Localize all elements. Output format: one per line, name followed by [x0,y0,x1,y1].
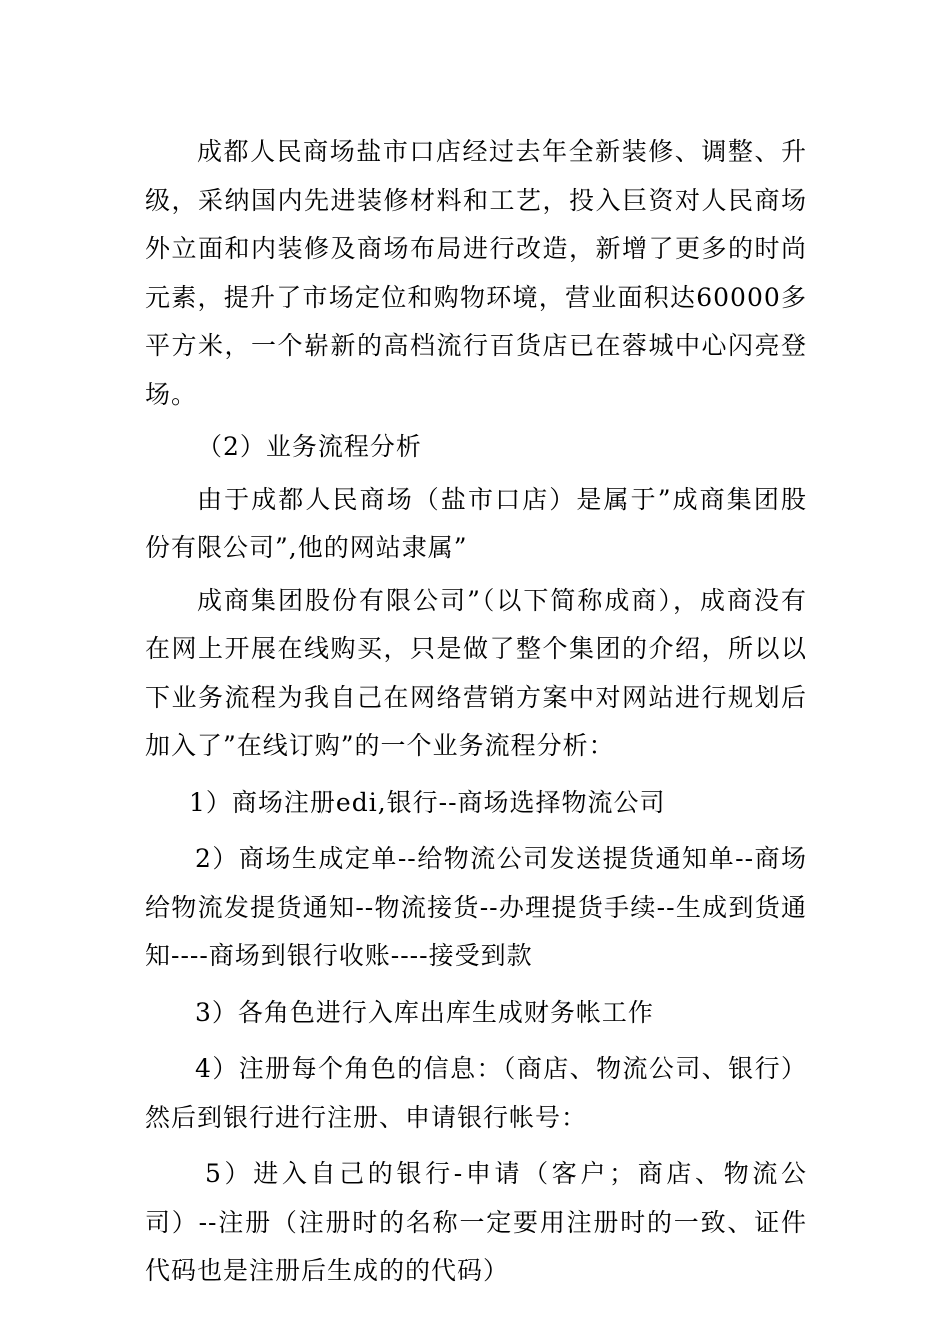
paragraph-online-order: 成商集团股份有限公司”（以下简称成商），成商没有在网上开展在线购买，只是做了整个集团的介绍，所以以下业务流程为我自己在网络营销方案中对网站进行规划后加入了”在线订购”的一个业务流程分析： [145,585,807,760]
section-heading-process: （2）业务流程分析 [197,432,422,461]
body-text [145,128,807,1296]
paragraph-affiliation: 由于成都人民商场（盐市口店）是属于”成商集团股份有限公司”,他的网站隶属” [145,484,807,562]
list-item-step-4: 4）注册每个角色的信息：（商店、物流公司、银行）然后到银行进行注册、申请银行帐号： [145,1054,807,1132]
list-item-step-1: 1）商场注册edi,银行--商场选择物流公司 [189,787,666,817]
paragraph-store-intro: 成都人民商场盐市口店经过去年全新装修、调整、升级，采纳国内先进装修材料和工艺，投入巨资对人民商场外立面和内装修及商场布局进行改造，新增了更多的时尚元素，提升了市场定位和购物环境，营业面积达60000多平方米，一个崭新的高档流行百货店已在蓉城中心闪亮登场。 [145,137,807,409]
list-item-step-5: 5）进入自己的银行-申请（客户；商店、物流公司）--注册（注册时的名称一定要用注册时的一致、证件代码也是注册后生成的的代码） [145,1159,807,1285]
list-item-step-3: 3）各角色进行入库出库生成财务帐工作 [195,997,654,1027]
list-item-step-2: 2）商场生成定单--给物流公司发送提货通知单--商场给物流发提货通知--物流接货--办理提货手续--生成到货通知----商场到银行收账----接受到款 [145,844,807,970]
